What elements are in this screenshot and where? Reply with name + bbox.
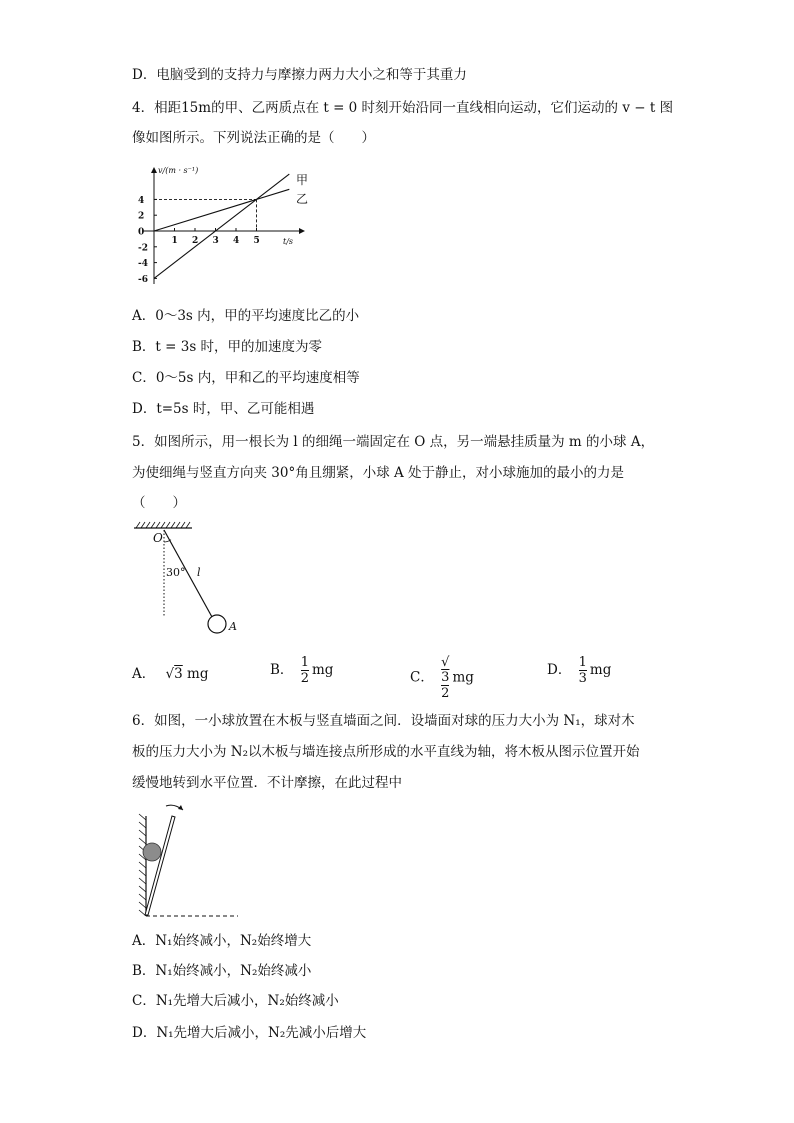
q6-option-d: D．N₁先增大后减小，N₂先减小后增大	[132, 1025, 367, 1041]
q5-option-c-fraction	[441, 655, 449, 701]
q6-stem-line-3: 缓慢地转到水平位置．不计摩擦，在此过程中	[132, 775, 402, 791]
x-tick-label: 3	[212, 236, 219, 246]
y-tick-label: -4	[138, 259, 148, 270]
q4-stem-line-1: 4．相距15m的甲、乙两质点在 t = 0 时刻开始沿同一直线相向运动，它们运动的 v − t 图	[132, 100, 674, 116]
q5-option-a-root: 3	[174, 666, 183, 682]
q4-option-c: C．0～5s 内，甲和乙的平均速度相等	[132, 370, 360, 386]
q5-option-d	[547, 655, 611, 686]
q4-stem-line-2: 像如图所示。下列说法正确的是（ ）	[132, 130, 375, 146]
x-tick-label: 4	[233, 236, 240, 246]
ceiling-hatch	[136, 522, 190, 528]
q5-option-c-unit: mg	[452, 669, 474, 686]
sqrt-symbol: √	[441, 655, 450, 670]
q5-option-b-letter: B．	[270, 662, 294, 678]
y-axis-label: v/(m · s⁻¹)	[158, 166, 199, 175]
q5-option-d-letter: D．	[547, 662, 572, 678]
q5-option-d-fraction	[579, 655, 587, 686]
q5-option-c	[410, 655, 474, 701]
q5-stem-line-1: 5．如图所示，用一根长为 l 的细绳一端固定在 O 点，另一端悬挂质量为 m 的小球 A，	[132, 434, 655, 450]
ball-a-label: A	[229, 620, 237, 633]
q6-stem-line-2: 板的压力大小为 N₂以木板与墙连接点所形成的水平直线为轴，将木板从图示位置开始	[132, 744, 640, 760]
q5-option-b-fraction	[301, 655, 309, 686]
q5-option-b	[270, 655, 333, 686]
q5-option-b-den: 2	[300, 671, 309, 686]
q6-option-b: B．N₁始终减小，N₂始终减小	[132, 963, 312, 979]
q5-option-c-den: 2	[441, 686, 450, 701]
y-tick-label: 2	[138, 211, 145, 222]
q6-option-c: C．N₁先增大后减小，N₂始终减小	[132, 993, 339, 1009]
q5-option-c-letter: C．	[410, 669, 434, 686]
q5-option-b-unit: mg	[312, 662, 334, 678]
q4-vt-graph	[138, 160, 313, 290]
q4-option-d: D．t=5s 时，甲、乙可能相遇	[132, 401, 315, 417]
x-tick-label: 2	[192, 236, 199, 246]
q6-wall-board-figure	[128, 800, 243, 925]
y-tick-label: 4	[138, 195, 145, 206]
q5-option-c-root: 3	[441, 670, 450, 685]
sqrt-symbol: √	[165, 666, 175, 682]
y-tick-label: 0	[138, 227, 145, 238]
point-o-label: O	[153, 531, 163, 545]
rope-label: l	[197, 566, 201, 579]
q5-pendulum-figure	[130, 520, 250, 642]
q5-stem-line-3: （ ）	[132, 495, 186, 511]
y-tick-label: -2	[138, 243, 148, 254]
angle-label: 30°	[166, 566, 186, 579]
q5-stem-line-2: 为使细绳与竖直方向夹 30°角且绷紧，小球 A 处于静止，对小球施加的最小的力是	[132, 465, 625, 481]
ball-a	[208, 615, 226, 633]
q5-option-d-unit: mg	[589, 662, 612, 678]
ball	[143, 843, 161, 861]
q6-option-a: A．N₁始终减小，N₂始终增大	[132, 933, 312, 949]
q5-option-d-num: 1	[578, 655, 587, 670]
q3-option-d: D．电脑受到的支持力与摩擦力两力大小之和等于其重力	[132, 67, 467, 83]
q4-option-b: B．t = 3s 时，甲的加速度为零	[132, 339, 323, 355]
q4-option-a: A．0～3s 内，甲的平均速度比乙的小	[132, 308, 360, 324]
x-tick-label: 1	[171, 236, 178, 246]
q5-option-a-unit: mg	[187, 666, 209, 682]
wall-hatch	[139, 814, 146, 916]
series-yi-line	[154, 189, 289, 231]
wooden-board	[145, 816, 175, 915]
q5-option-a	[132, 665, 209, 683]
series-yi-label: 乙	[296, 192, 309, 206]
q5-option-b-num: 1	[300, 655, 309, 670]
x-axis-label: t/s	[283, 237, 294, 246]
series-jia-label: 甲	[296, 173, 309, 187]
series-jia-line	[154, 174, 289, 278]
y-tick-label: -6	[138, 274, 148, 285]
x-tick-label: 5	[253, 236, 260, 246]
q6-stem-line-1: 6．如图，一小球放置在木板与竖直墙面之间．设墙面对球的压力大小为 N₁，球对木	[132, 713, 635, 729]
q5-option-a-letter: A．	[132, 666, 156, 682]
q5-option-d-den: 3	[578, 671, 587, 686]
